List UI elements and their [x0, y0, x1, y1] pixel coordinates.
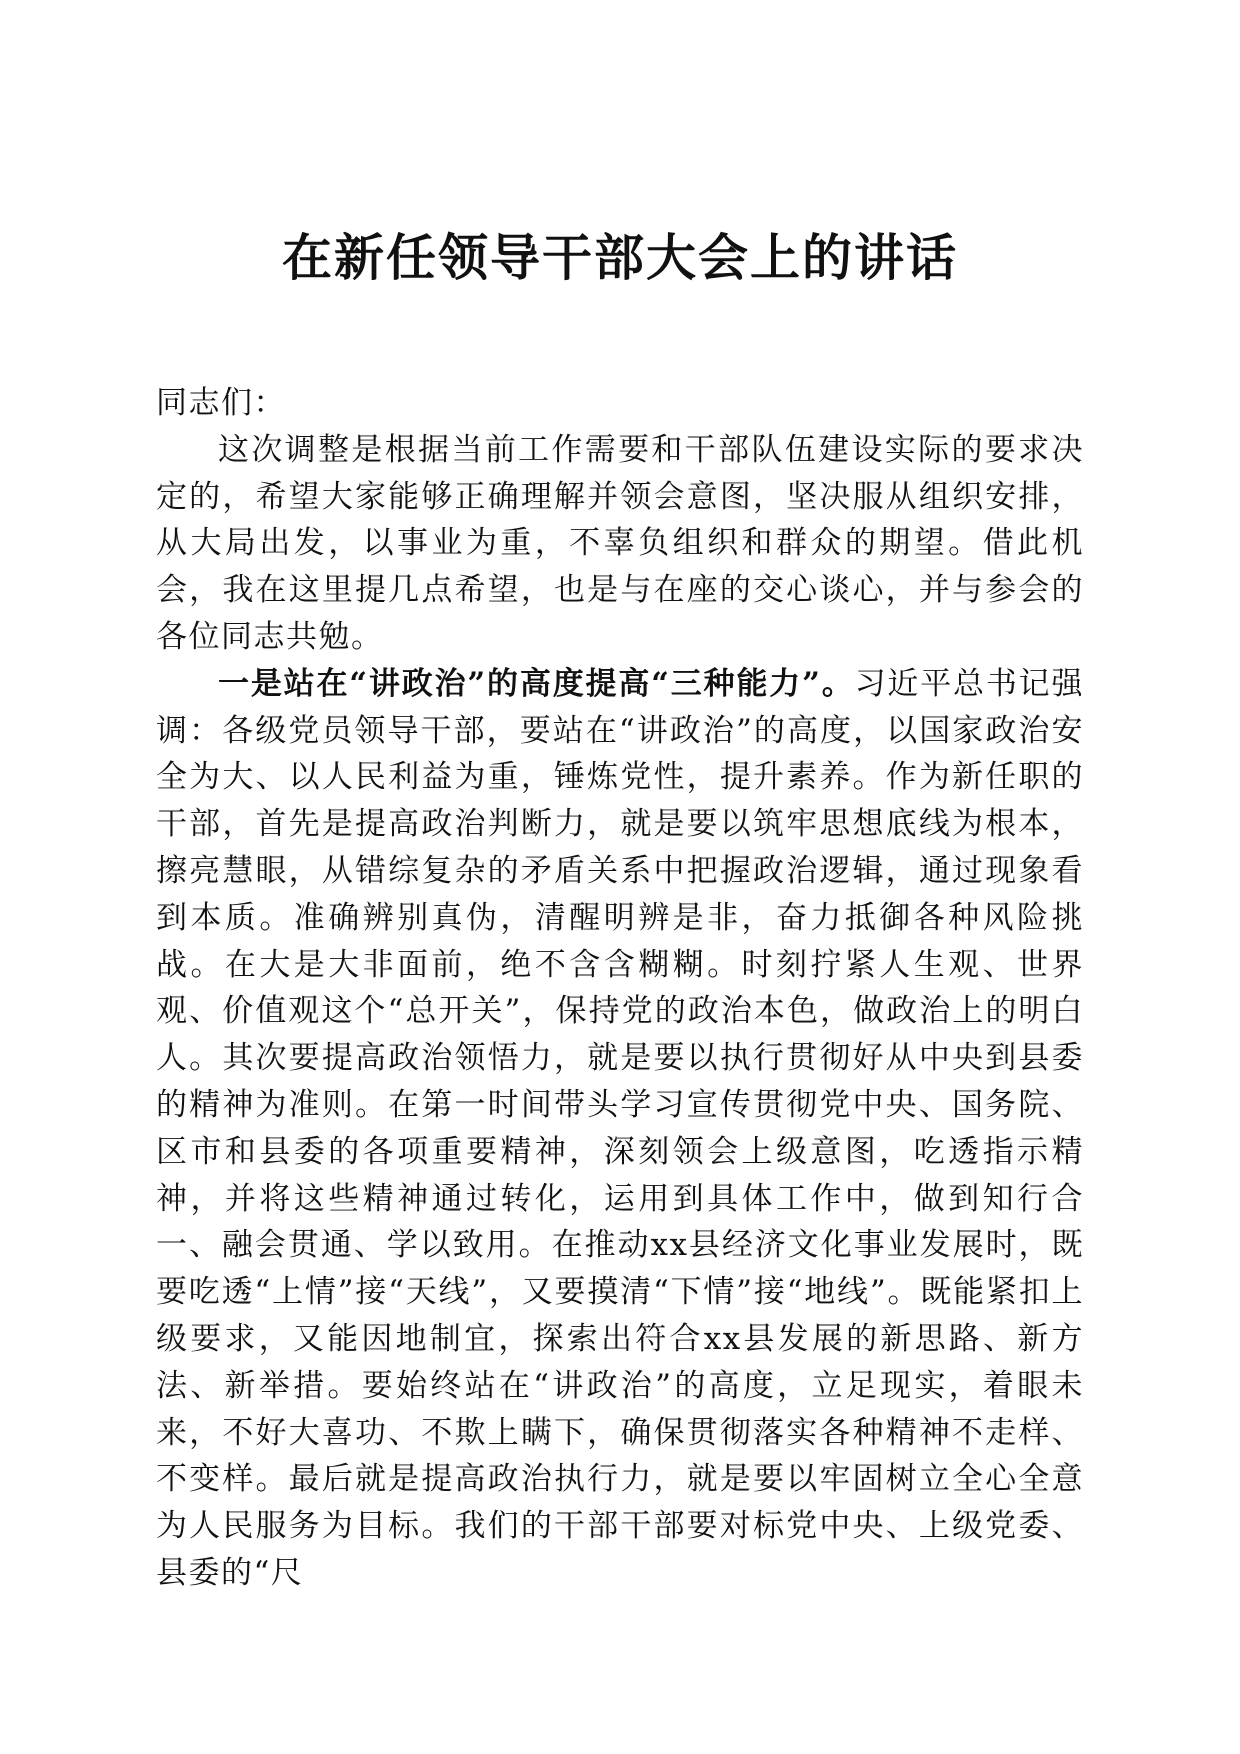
salutation: 同志们： [156, 385, 286, 421]
paragraph-text: 这次调整是根据当前工作需要和干部队伍建设实际的要求决定的，希望大家能够正确理解并领会意图，坚决服从组织安排，从大局出发，以事业为重，不辜负组织和群众的期望。借此机会，我在这里提几点希望，也是与在座的交心谈心，并与参会的各位同志共勉。 [156, 431, 1084, 655]
document-body [156, 380, 1084, 1597]
paragraph-point-one [156, 661, 1084, 1597]
paragraph-lead-heading: 一是站在“讲政治”的高度提高“三种能力”。 [218, 665, 855, 702]
document-title: 在新任领导干部大会上的讲话 [282, 228, 958, 287]
paragraph-text: 习近平总书记强调：各级党员领导干部，要站在“讲政治”的高度，以国家政治安全为大、以人民利益为重，锤炼党性，提升素养。作为新任职的干部，首先是提高政治判断力，就是要以筑牢思想底线为根本，擦亮慧眼，从错综复杂的矛盾关系中把握政治逻辑，通过现象看到本质。准确辨别真伪，清醒明辨是非，奋力抵御各种风险挑战。在大是大非面前，绝不含含糊糊。时刻拧紧人生观、世界观、价值观这个“总开关”，保持党的政治本色，做政治上的明白人。其次要提高政治领悟力，就是要以执行贯彻好从中央到县委的精神为准则。在第一时间带头学习宣传贯彻党中央、国务院、区市和县委的各项重要精神，深刻领会上级意图，吃透指示精神，并将这些精神通过转化，运用到具体工作中，做到知行合一、融会贯通、学以致用。在推动xx县经济文化事业发展时，既要吃透“上情”接“天线”，又要摸清“下情”接“地线”。既能紧扣上级要求，又能因地制宜，探索出符合xx县发展的新思路、新方法、新举措。要始终站在“讲政治”的高度，立足现实，着眼未来，不好大喜功、不欺上瞒下，确保贯彻落实各种精神不走样、不变样。最后就是提高政治执行力，就是要以牢固树立全心全意为人民服务为目标。我们的干部干部要对标党中央、上级党委、县委的“尺 [156, 665, 1085, 1591]
paragraph-intro [156, 427, 1084, 661]
